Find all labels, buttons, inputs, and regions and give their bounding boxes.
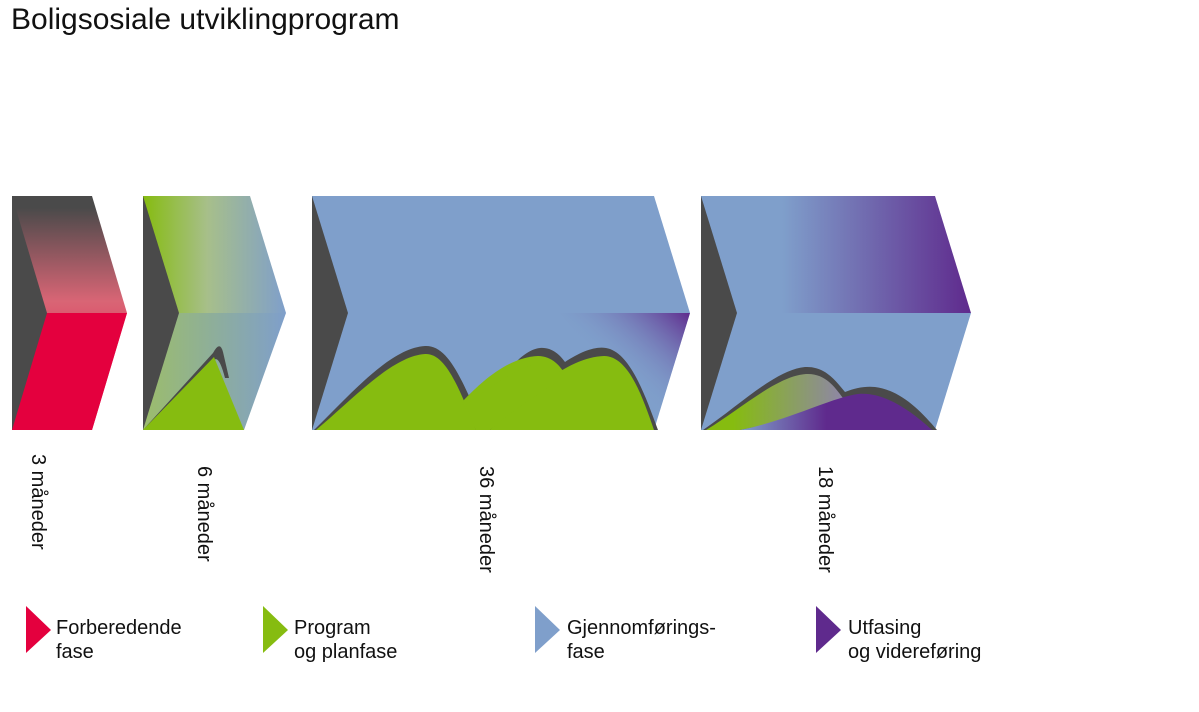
phase-4-block [701,196,971,430]
phase-1-block [12,196,127,430]
legend-arrow-red-icon [26,606,52,654]
diagram-title: Boligsosiale utviklingprogram [11,3,400,36]
legend-arrow-purple-icon [816,606,842,654]
legend-item-gjennomforing [535,606,765,663]
phase-2-duration: 6 måneder [193,466,215,562]
phase-1-duration: 3 måneder [27,454,49,550]
legend-label-gjennomforing: Gjennomførings- fase [567,617,716,663]
legend-item-forberedende [26,606,226,663]
legend-arrow-blue-icon [535,606,561,654]
legend-item-utfasing [816,606,1036,663]
legend-label-program: Program og planfase [294,617,398,663]
phase-4-duration: 18 måneder [814,466,836,573]
phase-2-block [143,196,286,430]
phase-3-block [312,196,690,430]
legend-arrow-green-icon [263,606,289,654]
legend-item-program [263,606,463,663]
phase-3-duration: 36 måneder [475,466,497,573]
legend-label-forberedende: Forberedende fase [56,617,182,663]
legend-label-utfasing: Utfasing og videreføring [848,617,982,663]
